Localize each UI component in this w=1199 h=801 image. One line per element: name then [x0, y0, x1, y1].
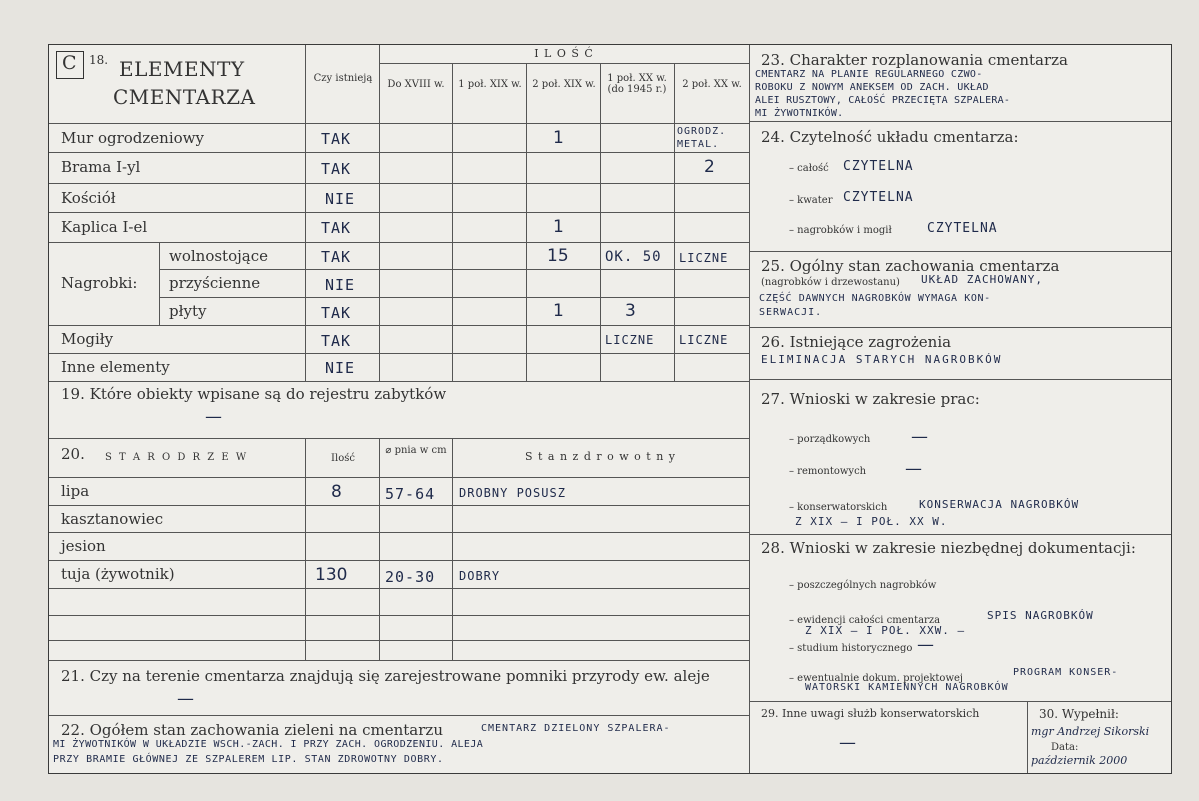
col-1pol19-header: 1 poł. XIX w. — [458, 79, 522, 90]
divider — [49, 381, 749, 382]
section-25-label: 25. Ogólny stan zachowania cmentarza — [761, 257, 1060, 275]
divider — [600, 63, 601, 381]
tree-name: jesion — [61, 537, 106, 555]
qty-value: 1 — [553, 217, 564, 237]
qty-value: OK. 50 — [605, 249, 662, 265]
s24-item-label: – całość — [789, 163, 829, 174]
divider — [49, 477, 749, 478]
tree-qty: 130 — [315, 565, 348, 585]
tree-name: lipa — [61, 482, 90, 500]
section-27-label: 27. Wnioski w zakresie prac: — [761, 390, 980, 408]
section-23-line3: ALEI RUSZTOWY, CAŁOŚĆ PRZECIĘTA SZPALERA- — [755, 95, 1011, 106]
row-label: Kaplica I-el — [61, 218, 148, 236]
qty-value: LICZNE — [679, 333, 729, 347]
divider — [379, 63, 749, 64]
exists-value: TAK — [321, 332, 352, 350]
ilosc-header: I L O Ś Ć — [534, 47, 594, 60]
nagrobki-label: Nagrobki: — [61, 274, 138, 292]
s28-extra1: Z XIX – I POŁ. XXW. – — [805, 624, 966, 637]
date-label: Data: — [1051, 742, 1079, 753]
exists-value: TAK — [321, 304, 352, 322]
section-18-number: 18. — [89, 53, 109, 67]
divider — [452, 438, 453, 660]
divider — [379, 438, 380, 660]
qty-value: LICZNE — [605, 333, 655, 347]
s27-item-label: – porządkowych — [789, 434, 871, 445]
col-diam-header: ⌀ pnia w cm — [385, 445, 447, 456]
row-label: Mogiły — [61, 330, 114, 348]
s27-item-value: — — [911, 427, 928, 447]
qty-value: 1 — [553, 128, 564, 148]
starodrzew-header: S T A R O D R Z E W — [105, 452, 249, 463]
row-label: Inne elementy — [61, 358, 170, 376]
tree-diam: 20-30 — [385, 568, 436, 586]
col-health-header: S t a n z d r o w o t n y — [524, 450, 677, 463]
row-label: płyty — [169, 302, 207, 320]
col-2pol19-header: 2 poł. XIX w. — [532, 79, 596, 90]
divider — [49, 353, 749, 354]
divider — [49, 615, 749, 616]
section-25-sub: (nagrobków i drzewostanu) — [761, 277, 900, 288]
section-26-label: 26. Istniejące zagrożenia — [761, 333, 952, 351]
divider — [49, 152, 749, 153]
section-19-label: 19. Które obiekty wpisane są do rejestru zabytków — [61, 385, 447, 403]
section-25-line1: UKŁAD ZACHOWANY, — [921, 273, 1043, 286]
tree-diam: 57-64 — [385, 485, 436, 503]
s28-item-value: — — [917, 635, 934, 655]
signature-name: mgr Andrzej Sikorski — [1031, 725, 1150, 738]
divider — [159, 269, 749, 270]
date-value: październik 2000 — [1031, 754, 1128, 767]
qty-value: 2 — [704, 157, 715, 177]
col-1pol20-header: 1 poł. XX w. (do 1945 r.) — [607, 73, 667, 95]
exists-value: TAK — [321, 130, 352, 148]
divider — [305, 438, 306, 660]
divider — [49, 588, 749, 589]
row-label: Mur ogrodzeniowy — [61, 129, 204, 147]
divider — [49, 715, 749, 716]
section-29-label: 29. Inne uwagi służb konserwatorskich — [761, 707, 980, 720]
s28-item-label: – studium historycznego — [789, 643, 913, 654]
section-18-title-1: ELEMENTY — [119, 57, 245, 81]
exists-value: TAK — [321, 160, 352, 178]
divider — [379, 45, 380, 381]
section-21-answer: — — [177, 689, 194, 709]
section-22-line2: MI ŻYWOTNIKÓW W UKŁADZIE WSCH.-ZACH. I PRZY ZACH. OGRODZENIU. ALEJA — [53, 739, 484, 750]
section-30-label: 30. Wypełnił: — [1039, 707, 1119, 721]
divider — [305, 45, 306, 381]
exists-value: TAK — [321, 219, 352, 237]
section-22-label: 22. Ogółem stan zachowania zieleni na cmentarzu — [61, 721, 443, 739]
section-20-label: 20. — [61, 445, 85, 463]
section-26-value: ELIMINACJA STARYCH NAGROBKÓW — [761, 353, 1003, 366]
s28-extra2: WATORSKI KAMIENNYCH NAGROBKÓW — [805, 682, 1009, 693]
qty-value: OGRODZ. METAL. — [677, 126, 727, 150]
box-letter: C — [62, 52, 77, 74]
s27-extra: Z XIX – I POŁ. XX W. — [795, 515, 948, 528]
s28-item-value: PROGRAM KONSER- — [1013, 667, 1119, 678]
divider — [49, 212, 749, 213]
row-label: Kościół — [61, 189, 116, 207]
tree-name: tuja (żywotnik) — [61, 565, 175, 583]
divider — [452, 63, 453, 381]
s24-item-value: CZYTELNA — [927, 221, 998, 236]
qty-value: 3 — [625, 301, 636, 321]
qty-value: 1 — [553, 301, 564, 321]
section-28-label: 28. Wnioski w zakresie niezbędnej dokumentacji: — [761, 539, 1136, 557]
divider — [749, 701, 1171, 702]
qty-value: 15 — [547, 246, 569, 266]
divider — [49, 640, 749, 641]
divider — [49, 560, 749, 561]
section-29-value: — — [839, 733, 856, 753]
divider — [526, 63, 527, 381]
s24-item-label: – nagrobków i mogił — [789, 225, 892, 236]
tree-health: DOBRY — [459, 569, 501, 583]
divider — [159, 297, 749, 298]
s27-item-value: KONSERWACJA NAGROBKÓW — [919, 498, 1080, 511]
exists-value: NIE — [325, 359, 356, 377]
form-card — [48, 44, 1172, 774]
tree-qty: 8 — [331, 482, 342, 502]
section-23-line4: MI ŻYWOTNIKÓW. — [755, 108, 844, 119]
col-exists-header: Czy istnieją — [313, 73, 373, 84]
qty-value: LICZNE — [679, 251, 729, 265]
tree-name: kasztanowiec — [61, 510, 164, 528]
section-21-label: 21. Czy na terenie cmentarza znajdują się zarejestrowane pomniki przyrody ew. aleje — [61, 667, 710, 685]
section-22-line3: PRZY BRAMIE GŁÓWNEJ ZE SZPALEREM LIP. STAN ZDROWOTNY DOBRY. — [53, 754, 444, 765]
divider — [159, 242, 160, 325]
s27-item-label: – remontowych — [789, 466, 867, 477]
col-do18-header: Do XVIII w. — [387, 79, 445, 90]
section-24-label: 24. Czytelność układu cmentarza: — [761, 128, 1019, 146]
s28-item-value: SPIS NAGROBKÓW — [987, 609, 1094, 622]
row-label: przyścienne — [169, 274, 261, 292]
divider — [1027, 701, 1028, 773]
s27-item-label: – konserwatorskich — [789, 502, 888, 513]
s28-item-label: – ewidencji całości cmentarza — [789, 615, 941, 626]
section-23-label: 23. Charakter rozplanowania cmentarza — [761, 51, 1068, 69]
section-19-answer: — — [205, 407, 222, 427]
s24-item-value: CZYTELNA — [843, 159, 914, 174]
divider-main — [749, 45, 750, 773]
section-25-line3: SERWACJI. — [759, 307, 823, 318]
s28-item-label: – poszczególnych nagrobków — [789, 580, 937, 591]
s27-item-value: — — [905, 459, 922, 479]
divider — [49, 660, 749, 661]
divider — [49, 123, 749, 124]
divider — [49, 325, 749, 326]
exists-value: TAK — [321, 248, 352, 266]
s28-item-label: – ewentualnie dokum. projektowej — [789, 673, 964, 684]
col-2pol20-header: 2 poł. XX w. — [682, 79, 742, 90]
divider — [749, 327, 1171, 328]
section-18-title-2: CMENTARZA — [113, 85, 256, 109]
divider — [49, 242, 749, 243]
divider — [749, 379, 1171, 380]
s24-item-label: – kwater — [789, 195, 833, 206]
divider — [749, 121, 1171, 122]
divider — [749, 534, 1171, 535]
divider — [49, 438, 749, 439]
divider — [49, 183, 749, 184]
s24-item-value: CZYTELNA — [843, 190, 914, 205]
exists-value: NIE — [325, 276, 356, 294]
divider — [674, 63, 675, 381]
tree-health: DROBNY POSUSZ — [459, 486, 566, 500]
section-23-line1: CMENTARZ NA PLANIE REGULARNEGO CZWO- — [755, 69, 983, 80]
row-label: wolnostojące — [169, 247, 268, 265]
divider — [49, 532, 749, 533]
row-label: Brama I-yl — [61, 158, 141, 176]
divider — [749, 251, 1171, 252]
section-25-line2: CZĘŚĆ DAWNYCH NAGROBKÓW WYMAGA KON- — [759, 293, 991, 304]
section-23-line2: ROBOKU Z NOWYM ANEKSEM OD ZACH. UKŁAD — [755, 82, 989, 93]
section-22-line1: CMENTARZ DZIELONY SZPALERA- — [481, 723, 671, 734]
col-qty-header: Ilość — [331, 453, 355, 464]
exists-value: NIE — [325, 190, 356, 208]
divider — [49, 505, 749, 506]
